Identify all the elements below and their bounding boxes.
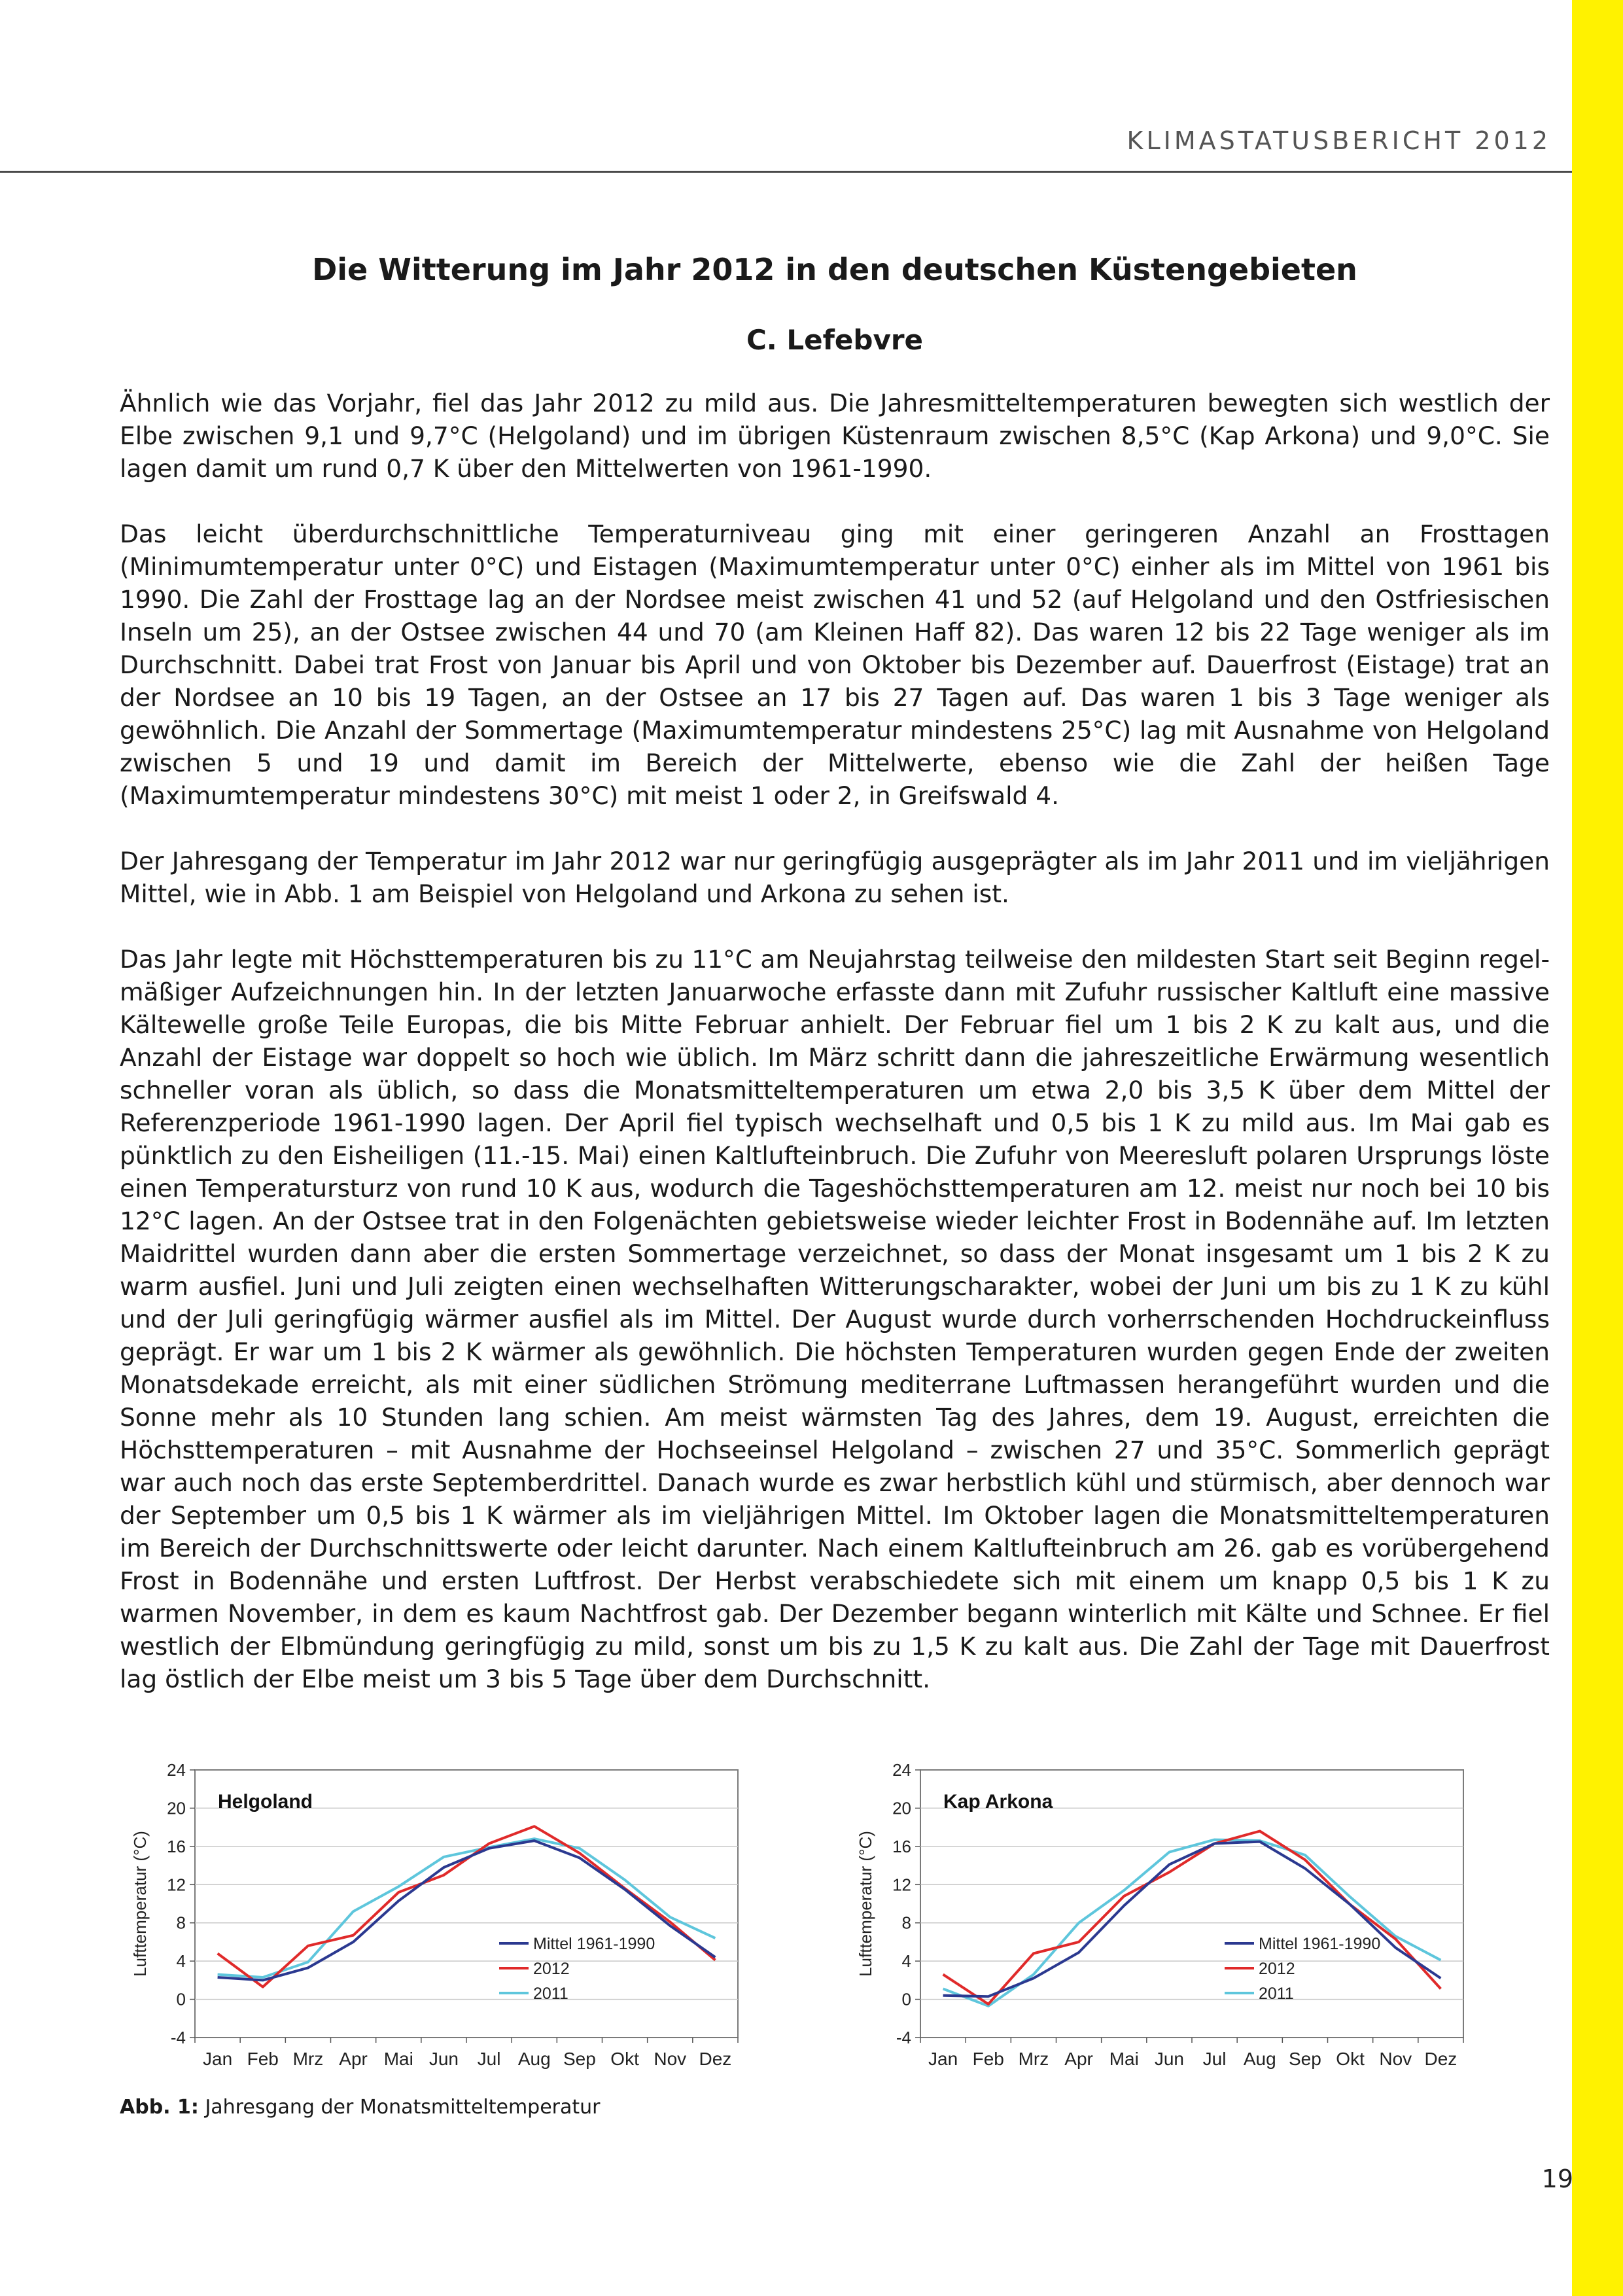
x-tick-label: Jul [477, 2049, 501, 2069]
page-number: 19 [1541, 2164, 1573, 2193]
y-axis-label: Lufttemperatur (°C) [130, 1831, 150, 1977]
x-tick-label: Jan [203, 2049, 233, 2069]
y-tick-label: 24 [167, 1760, 186, 1780]
legend-label: Mittel 1961-1990 [1259, 1935, 1381, 1953]
x-tick-label: Nov [1379, 2049, 1412, 2069]
y-tick-label: 4 [176, 1951, 186, 1971]
chart-svg [120, 1756, 813, 2086]
caption-label: Abb. 1: [120, 2096, 199, 2119]
x-tick-label: Aug [517, 2049, 551, 2069]
x-tick-label: Feb [247, 2049, 279, 2069]
y-axis-label: Lufttemperatur (°C) [856, 1831, 875, 1977]
y-tick-label: 16 [892, 1836, 911, 1856]
y-tick-label: 20 [892, 1798, 911, 1818]
legend-label: 2012 [1259, 1960, 1295, 1978]
x-tick-label: Mrz [1018, 2049, 1049, 2069]
legend-label: Mittel 1961-1990 [533, 1935, 655, 1953]
y-tick-label: 24 [892, 1760, 911, 1780]
figure-caption [120, 2096, 601, 2119]
chart-svg [845, 1756, 1539, 2086]
yellow-side-band [1572, 0, 1623, 2296]
y-tick-label: 20 [167, 1798, 186, 1818]
x-tick-label: Jun [428, 2049, 459, 2069]
x-tick-label: Okt [1336, 2049, 1365, 2069]
y-tick-label: -4 [896, 2028, 911, 2047]
y-tick-label: 8 [176, 1913, 186, 1933]
x-tick-label: Apr [1064, 2049, 1093, 2069]
legend-label: 2012 [533, 1960, 570, 1978]
x-tick-label: Aug [1243, 2049, 1276, 2069]
y-tick-label: 16 [167, 1836, 186, 1856]
y-tick-label: 8 [901, 1913, 911, 1933]
y-tick-label: 0 [901, 1989, 911, 2009]
chart-title: Helgoland [218, 1791, 313, 1812]
article-author: C. Lefebvre [746, 324, 924, 356]
paragraph: Der Jahresgang der Temperatur im Jahr 2012 war nur geringfügig ausgeprägter als im Jahr 2011 und im vieljährigen Mittel, wie in Abb. 1 am Beispiel von Helgoland und Arkona zu sehen ist. [120, 847, 1550, 908]
x-tick-label: Dez [699, 2049, 732, 2069]
caption-text: Jahresgang der Monatsmitteltemperatur [205, 2096, 601, 2119]
y-tick-label: 12 [167, 1875, 186, 1895]
x-tick-label: Apr [339, 2049, 368, 2069]
article-body [120, 387, 1550, 1728]
x-tick-label: Sep [563, 2049, 596, 2069]
x-tick-label: Jun [1154, 2049, 1184, 2069]
paragraph: Das leicht überdurchschnittliche Temperaturniveau ging mit einer geringeren Anzahl an Frosttagen (Minimumtemperatur unter 0°C) und Eistagen (Maximumtemperatur unter 0°C) einher als im Mittel von 1961 bis 1990. Die Zahl der Frosttage lag an der Nordsee meist zwischen 41 und 52 (auf Helgoland und den Ostfriesischen Inseln um 25), an der Ostsee zwischen 44 und 70 (am Kleinen Haff 82). Das waren 12 bis 22 Tage weniger als im Durchschnitt. Dabei trat Frost von Januar bis April und von Oktober bis Dezember auf. Dauerfrost (Eistage) trat an der Nordsee an 10 bis 19 Tagen, an der Ostsee an 17 bis 27 Tagen auf. Das waren 1 bis 3 Tage weniger als gewöhnlich. Die Anzahl der Sommertage (Maximumtemperatur mindestens 25°C) lag mit Ausnahme von Helgoland zwischen 5 und 19 und damit im Bereich der Mittelwerte, ebenso wie die Zahl der heißen Tage (Maximumtemperatur mindestens 30°C) mit meist 1 oder 2, in Greifswald 4. [120, 520, 1550, 810]
x-tick-label: Mai [383, 2049, 413, 2069]
x-tick-label: Nov [654, 2049, 687, 2069]
article-title: Die Witterung im Jahr 2012 in den deutschen Küstengebieten [312, 252, 1357, 287]
x-tick-label: Sep [1289, 2049, 1321, 2069]
y-tick-label: 4 [901, 1951, 911, 1971]
chart-helgoland [120, 1756, 813, 2086]
paragraph: Das Jahr legte mit Höchsttemperaturen bis zu 11°C am Neujahrstag teilweise den mildesten Start seit Beginn regelmäßiger Aufzeichnungen hin. In der letzten Januarwoche erfasste dann mit Zufuhr russischer Kaltluft eine massive Kältewelle große Teile Europas, die bis Mitte Februar anhielt. Der Februar fiel um 1 bis 2 K zu kalt aus, und die Anzahl der Eistage war doppelt so hoch wie üblich. Im März schritt dann die jahreszeitliche Erwärmung wesentlich schneller voran als üblich, so dass die Monatsmitteltemperaturen um etwa 2,0 bis 3,5 K über dem Mittel der Referenzperiode 1961-1990 lagen. Der April fiel typisch wechselhaft und 0,5 bis 1 K zu mild aus. Im Mai gab es pünktlich zu den Eisheiligen (11.-15. Mai) einen Kaltlufteinbruch. Die Zufuhr von Meeresluft polaren Ursprungs löste einen Temperatursturz von rund 10 K aus, wodurch die Tageshöchsttemperaturen am 12. meist nur noch bei 10 bis 12°C lagen. An der Ostsee trat in den Folgenächten gebietsweise wieder leichter Frost in Bodennähe auf. Im letzten Maidrittel wurden dann aber die ersten Sommertage verzeichnet, so dass der Monat insgesamt um 1 bis 2 K zu warm ausfiel. Juni und Juli zeigten einen wechselhaften Witterungscharakter, wobei der Juni um bis zu 1 K zu kühl und der Juli geringfügig wärmer ausfiel als im Mittel. Der August wurde durch vorherrschenden Hochdruckeinfluss geprägt. Er war um 1 bis 2 K wärmer als gewöhnlich. Die höchsten Temperaturen wurden gegen Ende der zweiten Monatsdekade erreicht, als mit einer südlichen Strömung mediterrane Luftmassen herangeführt wurden und die Sonne mehr als 10 Stunden lang schien. Am meist wärmsten Tag des Jahres, dem 19. August, erreichten die Höchsttemperaturen – mit Ausnahme der Hochseeinsel Helgoland – zwischen 27 und 35°C. Sommerlich geprägt war auch noch das erste Septemberdrittel. Danach wurde es zwar herbstlich kühl und stürmisch, aber dennoch war der September um 0,5 bis 1 K wärmer als im vieljährigen Mittel. Im Oktober lagen die Monatsmitteltemperaturen im Bereich der Durchschnittswerte oder leicht darunter. Nach einem Kaltlufteinbruch am 26. gab es vorübergehend Frost in Bodennähe und ersten Luftfrost. Der Herbst verabschiedete sich mit einem um knapp 0,5 bis 1 K zu warmen November, in dem es kaum Nachtfrost gab. Der Dezember begann winterlich mit Kälte und Schnee. Er fiel westlich der Elbmündung geringfügig zu mild, sonst um bis zu 1,5 K zu kalt aus. Die Zahl der Tage mit Dauerfrost lag östlich der Elbe meist um 3 bis 5 Tage über dem Durchschnitt. [120, 945, 1550, 1693]
y-tick-label: 12 [892, 1875, 911, 1895]
legend-label: 2011 [1259, 1985, 1294, 2003]
x-tick-label: Okt [610, 2049, 639, 2069]
x-tick-label: Mai [1109, 2049, 1139, 2069]
y-tick-label: -4 [170, 2028, 186, 2047]
chart-title: Kap Arkona [943, 1791, 1053, 1812]
y-tick-label: 0 [176, 1989, 186, 2009]
paragraph: Ähnlich wie das Vorjahr, fiel das Jahr 2012 zu mild aus. Die Jahresmitteltemperaturen bewegten sich westlich der Elbe zwischen 9,1 und 9,7°C (Helgoland) und im übrigen Küstenraum zwischen 8,5°C (Kap Arkona) und 9,0°C. Sie lagen damit um rund 0,7 K über den Mittelwerten von 1961-1990. [120, 389, 1550, 483]
running-header: KLIMASTATUSBERICHT 2012 [1126, 126, 1551, 155]
x-tick-label: Feb [972, 2049, 1004, 2069]
chart-kap-arkona [845, 1756, 1539, 2086]
x-tick-label: Jan [928, 2049, 958, 2069]
x-tick-label: Mrz [292, 2049, 324, 2069]
x-tick-label: Jul [1202, 2049, 1227, 2069]
legend-label: 2011 [533, 1985, 568, 2003]
x-tick-label: Dez [1424, 2049, 1457, 2069]
header-rule [0, 171, 1572, 173]
